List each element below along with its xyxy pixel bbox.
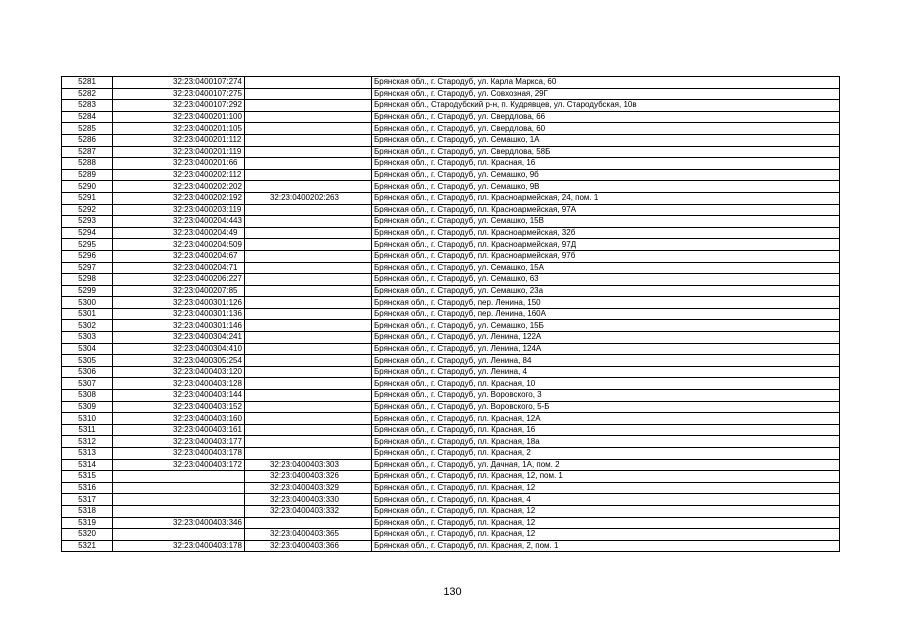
address-cell: Брянская обл., г. Стародуб, ул. Совхозная, 29Г [371, 88, 839, 100]
table-row [62, 227, 840, 239]
cadastral-number-cell: 32:23:0400403:178 [113, 540, 245, 552]
address-cell: Брянская обл., г. Стародуб, пл. Красная, 4 [371, 494, 839, 506]
address-cell: Брянская обл., г. Стародуб, ул. Ленина, 4 [371, 366, 839, 378]
cadastral-number-cell: 32:23:0400206:227 [113, 274, 245, 286]
cadastral-number-cell [113, 482, 245, 494]
table-row [62, 308, 840, 320]
row-number-cell: 5305 [62, 355, 113, 367]
address-cell: Брянская обл., г. Стародуб, ул. Семашко, 63 [371, 274, 839, 286]
table-row [62, 413, 840, 425]
building-cadastral-number-cell [244, 413, 371, 425]
address-cell: Брянская обл., г. Стародуб, пл. Красная, 2, пом. 1 [371, 540, 839, 552]
table-row [62, 540, 840, 552]
row-number-cell: 5282 [62, 88, 113, 100]
address-cell: Брянская обл., г. Стародуб, ул. Ленина, 122А [371, 332, 839, 344]
building-cadastral-number-cell [244, 204, 371, 216]
building-cadastral-number-cell [244, 111, 371, 123]
address-cell: Брянская обл., г. Стародуб, ул. Свердлова, 60 [371, 123, 839, 135]
table-row [62, 285, 840, 297]
table-row [62, 146, 840, 158]
row-number-cell: 5296 [62, 250, 113, 262]
row-number-cell: 5293 [62, 216, 113, 228]
cadastral-number-cell: 32:23:0400201:112 [113, 134, 245, 146]
cadastral-number-cell: 32:23:0400403:144 [113, 390, 245, 402]
cadastral-number-cell: 32:23:0400204:49 [113, 227, 245, 239]
table-row [62, 216, 840, 228]
row-number-cell: 5294 [62, 227, 113, 239]
table-row [62, 250, 840, 262]
cadastral-number-cell: 32:23:0400201:66 [113, 158, 245, 170]
building-cadastral-number-cell: 32:23:0400403:303 [244, 459, 371, 471]
cadastral-number-cell: 32:23:0400202:112 [113, 169, 245, 181]
building-cadastral-number-cell [244, 343, 371, 355]
table-row [62, 366, 840, 378]
cadastral-number-cell: 32:23:0400403:128 [113, 378, 245, 390]
cadastral-number-cell: 32:23:0400301:146 [113, 320, 245, 332]
address-cell: Брянская обл., г. Стародуб, ул. Дачная, 1А, пом. 2 [371, 459, 839, 471]
address-cell: Брянская обл., г. Стародуб, пл. Красноармейская, 97Д [371, 239, 839, 251]
building-cadastral-number-cell [244, 158, 371, 170]
row-number-cell: 5317 [62, 494, 113, 506]
cadastral-number-cell: 32:23:0400202:192 [113, 192, 245, 204]
row-number-cell: 5283 [62, 100, 113, 112]
building-cadastral-number-cell [244, 448, 371, 460]
address-cell: Брянская обл., г. Стародуб, пл. Красная, 16 [371, 158, 839, 170]
cadastral-number-cell [113, 471, 245, 483]
cadastral-number-cell: 32:23:0400403:172 [113, 459, 245, 471]
cadastral-number-cell: 32:23:0400403:120 [113, 366, 245, 378]
address-cell: Брянская обл., г. Стародуб, ул. Свердлова, 58Б [371, 146, 839, 158]
address-cell: Брянская обл., г. Стародуб, пл. Красноармейская, 97А [371, 204, 839, 216]
address-cell: Брянская обл., г. Стародуб, пл. Красная, 12 [371, 529, 839, 541]
row-number-cell: 5289 [62, 169, 113, 181]
table-row [62, 459, 840, 471]
building-cadastral-number-cell [244, 308, 371, 320]
table-row [62, 343, 840, 355]
address-cell: Брянская обл., г. Стародуб, пл. Красноармейская, 24, пом. 1 [371, 192, 839, 204]
building-cadastral-number-cell [244, 227, 371, 239]
building-cadastral-number-cell: 32:23:0400403:365 [244, 529, 371, 541]
row-number-cell: 5290 [62, 181, 113, 193]
page-number: 130 [443, 586, 462, 598]
address-cell: Брянская обл., г. Стародуб, ул. Воровского, 3 [371, 390, 839, 402]
cadastral-number-cell [113, 529, 245, 541]
building-cadastral-number-cell: 32:23:0400403:366 [244, 540, 371, 552]
address-cell: Брянская обл., г. Стародуб, пер. Ленина, 150 [371, 297, 839, 309]
address-cell: Брянская обл., г. Стародуб, пл. Красная, 18а [371, 436, 839, 448]
building-cadastral-number-cell [244, 332, 371, 344]
cadastral-number-cell: 32:23:0400203:119 [113, 204, 245, 216]
cadastral-number-cell: 32:23:0400107:292 [113, 100, 245, 112]
cadastral-number-cell: 32:23:0400403:161 [113, 424, 245, 436]
table-row [62, 424, 840, 436]
cadastral-number-cell: 32:23:0400204:67 [113, 250, 245, 262]
building-cadastral-number-cell [244, 123, 371, 135]
building-cadastral-number-cell [244, 424, 371, 436]
cadastral-number-cell: 32:23:0400301:126 [113, 297, 245, 309]
building-cadastral-number-cell [244, 320, 371, 332]
address-cell: Брянская обл., г. Стародуб, ул. Семашко, 1А [371, 134, 839, 146]
row-number-cell: 5301 [62, 308, 113, 320]
address-cell: Брянская обл., г. Стародуб, ул. Ленина, 84 [371, 355, 839, 367]
table-row [62, 297, 840, 309]
address-cell: Брянская обл., г. Стародуб, пл. Красноармейская, 97б [371, 250, 839, 262]
cadastral-number-cell: 32:23:0400202:202 [113, 181, 245, 193]
building-cadastral-number-cell [244, 77, 371, 89]
address-cell: Брянская обл., г. Стародуб, ул. Ленина, 124А [371, 343, 839, 355]
row-number-cell: 5315 [62, 471, 113, 483]
table-row [62, 100, 840, 112]
building-cadastral-number-cell: 32:23:0400403:329 [244, 482, 371, 494]
row-number-cell: 5306 [62, 366, 113, 378]
address-cell: Брянская обл., г. Стародуб, пл. Красная, 2 [371, 448, 839, 460]
cadastral-number-cell [113, 505, 245, 517]
row-number-cell: 5321 [62, 540, 113, 552]
building-cadastral-number-cell [244, 274, 371, 286]
address-cell: Брянская обл., г. Стародуб, ул. Семашко, 9б [371, 169, 839, 181]
row-number-cell: 5309 [62, 401, 113, 413]
building-cadastral-number-cell: 32:23:0400403:326 [244, 471, 371, 483]
row-number-cell: 5295 [62, 239, 113, 251]
row-number-cell: 5285 [62, 123, 113, 135]
row-number-cell: 5302 [62, 320, 113, 332]
cadastral-number-cell: 32:23:0400107:274 [113, 77, 245, 89]
building-cadastral-number-cell [244, 355, 371, 367]
row-number-cell: 5286 [62, 134, 113, 146]
table-row [62, 169, 840, 181]
row-number-cell: 5281 [62, 77, 113, 89]
table-row [62, 204, 840, 216]
building-cadastral-number-cell [244, 517, 371, 529]
row-number-cell: 5287 [62, 146, 113, 158]
address-cell: Брянская обл., г. Стародуб, ул. Семашко, 9В [371, 181, 839, 193]
table-row [62, 123, 840, 135]
table-row [62, 134, 840, 146]
address-cell: Брянская обл., г. Стародуб, ул. Семашко, 23а [371, 285, 839, 297]
address-cell: Брянская обл., г. Стародуб, ул. Семашко, 15Б [371, 320, 839, 332]
row-number-cell: 5307 [62, 378, 113, 390]
table-row [62, 505, 840, 517]
property-table-body [62, 77, 840, 552]
row-number-cell: 5284 [62, 111, 113, 123]
row-number-cell: 5298 [62, 274, 113, 286]
table-row [62, 192, 840, 204]
row-number-cell: 5300 [62, 297, 113, 309]
building-cadastral-number-cell [244, 366, 371, 378]
table-row [62, 355, 840, 367]
row-number-cell: 5311 [62, 424, 113, 436]
property-table [61, 76, 840, 552]
building-cadastral-number-cell [244, 146, 371, 158]
building-cadastral-number-cell [244, 378, 371, 390]
table-row [62, 436, 840, 448]
building-cadastral-number-cell [244, 250, 371, 262]
row-number-cell: 5320 [62, 529, 113, 541]
cadastral-number-cell: 32:23:0400403:160 [113, 413, 245, 425]
cadastral-number-cell: 32:23:0400201:119 [113, 146, 245, 158]
table-row [62, 77, 840, 89]
address-cell: Брянская обл., г. Стародуб, пл. Красная, 12 [371, 505, 839, 517]
table-row [62, 471, 840, 483]
building-cadastral-number-cell [244, 262, 371, 274]
row-number-cell: 5310 [62, 413, 113, 425]
table-row [62, 274, 840, 286]
address-cell: Брянская обл., г. Стародуб, пл. Красноармейская, 32б [371, 227, 839, 239]
cadastral-number-cell: 32:23:0400403:152 [113, 401, 245, 413]
table-row [62, 529, 840, 541]
address-cell: Брянская обл., г. Стародуб, пл. Красная, 12 [371, 517, 839, 529]
table-row [62, 239, 840, 251]
building-cadastral-number-cell [244, 169, 371, 181]
row-number-cell: 5313 [62, 448, 113, 460]
address-cell: Брянская обл., г. Стародуб, ул. Семашко, 15В [371, 216, 839, 228]
row-number-cell: 5297 [62, 262, 113, 274]
building-cadastral-number-cell [244, 100, 371, 112]
cadastral-number-cell: 32:23:0400204:71 [113, 262, 245, 274]
address-cell: Брянская обл., г. Стародуб, ул. Свердлова, 66 [371, 111, 839, 123]
cadastral-number-cell: 32:23:0400201:100 [113, 111, 245, 123]
cadastral-number-cell: 32:23:0400301:136 [113, 308, 245, 320]
address-cell: Брянская обл., г. Стародуб, пл. Красная, 12А [371, 413, 839, 425]
table-row [62, 401, 840, 413]
building-cadastral-number-cell [244, 285, 371, 297]
row-number-cell: 5291 [62, 192, 113, 204]
table-row [62, 332, 840, 344]
table-row [62, 482, 840, 494]
building-cadastral-number-cell [244, 401, 371, 413]
row-number-cell: 5304 [62, 343, 113, 355]
address-cell: Брянская обл., г. Стародуб, пл. Красная, 12, пом. 1 [371, 471, 839, 483]
address-cell: Брянская обл., Стародубский р-н, п. Кудрявцев, ул. Стародубская, 10в [371, 100, 839, 112]
row-number-cell: 5303 [62, 332, 113, 344]
cadastral-number-cell: 32:23:0400403:177 [113, 436, 245, 448]
building-cadastral-number-cell [244, 88, 371, 100]
address-cell: Брянская обл., г. Стародуб, пл. Красная, 12 [371, 482, 839, 494]
cadastral-number-cell: 32:23:0400204:509 [113, 239, 245, 251]
table-row [62, 378, 840, 390]
cadastral-number-cell: 32:23:0400201:105 [113, 123, 245, 135]
row-number-cell: 5292 [62, 204, 113, 216]
table-row [62, 262, 840, 274]
table-row [62, 390, 840, 402]
cadastral-number-cell: 32:23:0400403:346 [113, 517, 245, 529]
table-row [62, 448, 840, 460]
cadastral-number-cell: 32:23:0400107:275 [113, 88, 245, 100]
address-cell: Брянская обл., г. Стародуб, пл. Красная, 10 [371, 378, 839, 390]
cadastral-number-cell [113, 494, 245, 506]
table-row [62, 494, 840, 506]
building-cadastral-number-cell [244, 297, 371, 309]
cadastral-number-cell: 32:23:0400305:254 [113, 355, 245, 367]
building-cadastral-number-cell [244, 181, 371, 193]
row-number-cell: 5318 [62, 505, 113, 517]
building-cadastral-number-cell: 32:23:0400202:263 [244, 192, 371, 204]
table-row [62, 88, 840, 100]
building-cadastral-number-cell [244, 134, 371, 146]
row-number-cell: 5314 [62, 459, 113, 471]
cadastral-number-cell: 32:23:0400204:443 [113, 216, 245, 228]
building-cadastral-number-cell [244, 436, 371, 448]
building-cadastral-number-cell [244, 239, 371, 251]
row-number-cell: 5319 [62, 517, 113, 529]
row-number-cell: 5308 [62, 390, 113, 402]
address-cell: Брянская обл., г. Стародуб, пер. Ленина, 160А [371, 308, 839, 320]
table-row [62, 320, 840, 332]
table-row [62, 111, 840, 123]
table-row [62, 181, 840, 193]
building-cadastral-number-cell [244, 216, 371, 228]
row-number-cell: 5316 [62, 482, 113, 494]
address-cell: Брянская обл., г. Стародуб, пл. Красная, 16 [371, 424, 839, 436]
row-number-cell: 5288 [62, 158, 113, 170]
address-cell: Брянская обл., г. Стародуб, ул. Воровского, 5-Б [371, 401, 839, 413]
table-row [62, 158, 840, 170]
address-cell: Брянская обл., г. Стародуб, ул. Семашко, 15А [371, 262, 839, 274]
cadastral-number-cell: 32:23:0400304:410 [113, 343, 245, 355]
cadastral-number-cell: 32:23:0400207:85 [113, 285, 245, 297]
cadastral-number-cell: 32:23:0400403:178 [113, 448, 245, 460]
row-number-cell: 5299 [62, 285, 113, 297]
table-row [62, 517, 840, 529]
address-cell: Брянская обл., г. Стародуб, ул. Карла Маркса, 60 [371, 77, 839, 89]
cadastral-number-cell: 32:23:0400304:241 [113, 332, 245, 344]
building-cadastral-number-cell: 32:23:0400403:332 [244, 505, 371, 517]
building-cadastral-number-cell: 32:23:0400403:330 [244, 494, 371, 506]
row-number-cell: 5312 [62, 436, 113, 448]
building-cadastral-number-cell [244, 390, 371, 402]
